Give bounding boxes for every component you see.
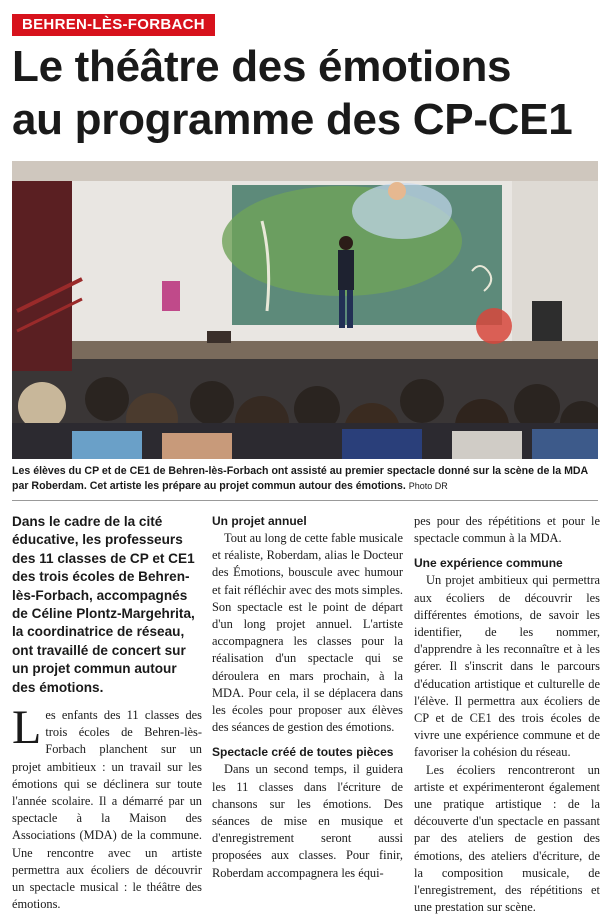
lead-paragraph: Dans le cadre de la cité éducative, les professeurs des 11 classes de CP et CE1 des trois écoles de Behren-lès-Forbach, accompagnés de Céline Plontz-Margehrita, la coordinatrice de réseau, ont travaillé de concert sur un projet commun autour des émotions. xyxy=(12,514,195,695)
photo-credit: Photo DR xyxy=(408,481,448,491)
article-photo xyxy=(12,161,598,459)
subheading-spectacle: Spectacle créé de toutes pièces xyxy=(212,745,394,760)
headline xyxy=(12,40,602,146)
body-paragraph-5: Les écoliers rencontreront un artiste et expérimenteront également une pratique artistique : de la découverte d'un spectacle en passant par des ateliers de gestion des émotions, des ateliers d'écriture, de la composition musicale, de l'enregistrement, des répétitions et une prestation sur scène. xyxy=(414,762,600,915)
headline-line-1: Le théâtre des émotions xyxy=(12,42,512,91)
body-paragraph-1-text: es enfants des 11 classes des trois écoles de Behren-lès-Forbach planchent sur un projet ambitieux : un travail sur les émotions qui se déclinera sur toute l'année scolaire. Il a démarré par un spectacle à la Maison des Associations (MDA) de la commune. Une rencontre avec un artiste permettra aux écoliers de découvrir un spectacle musical : le théâtre des émotions. xyxy=(12,708,202,912)
column-3 xyxy=(414,513,600,916)
body-paragraph-continued: pes pour des répétitions et pour le spectacle commun à la MDA. xyxy=(414,514,600,546)
column-1 xyxy=(12,513,202,914)
caption-divider xyxy=(12,500,598,501)
section-kicker: BEHREN-LÈS-FORBACH xyxy=(12,14,215,36)
headline-line-2: au programme des CP-CE1 xyxy=(12,95,573,144)
caption-text: Les élèves du CP et de CE1 de Behren-lès-Forbach ont assisté au premier spectacle donné sur la scène de la MDA par Roberdam. Cet artiste les prépare au projet commun autour des émotions. xyxy=(12,465,588,492)
body-paragraph-3: Dans un second temps, il guidera les 11 classes dans l'écriture de chansons sur les émotions. Des séances de mise en musique et d'enregistrement seront aussi proposées aux classes. Pour finir, Roberdam accompagnera les équi- xyxy=(212,762,403,880)
stage-illustration xyxy=(12,161,598,459)
column-2 xyxy=(212,513,403,882)
body-paragraph-4: Un projet ambitieux qui permettra aux écoliers de découvrir les différentes émotions, de savoir les identifier, de les nommer, d'apprendre à les reconnaître et à les gérer. Il s'inscrit dans le parcours d'éducation artistique et culturelle de l'élève. Il permettra aux écoliers de CP et de CE1 des trois écoles de vivre une expérience commune et de favoriser la cohésion du réseau. xyxy=(414,573,600,760)
body-paragraph-1 xyxy=(12,701,202,913)
body-paragraph-2: Tout au long de cette fable musicale et réaliste, Roberdam, alias le Docteur des Émotions, bouscule avec humour et fait réfléchir avec des mots simples. Son spectacle est le point de départ d'un long projet annuel. L'artiste accompagnera les classes pour la réalisation d'un spectacle qui se déroulera en mars prochain, à la MDA. Pour cela, il se déplacera dans les écoles pour proposer aux élèves des séances de gestion des émotions. xyxy=(212,531,403,735)
photo-caption xyxy=(12,464,598,494)
subheading-experience: Une expérience commune xyxy=(414,556,563,571)
drop-cap: L xyxy=(12,701,42,755)
subheading-projet-annuel: Un projet annuel xyxy=(212,514,307,528)
